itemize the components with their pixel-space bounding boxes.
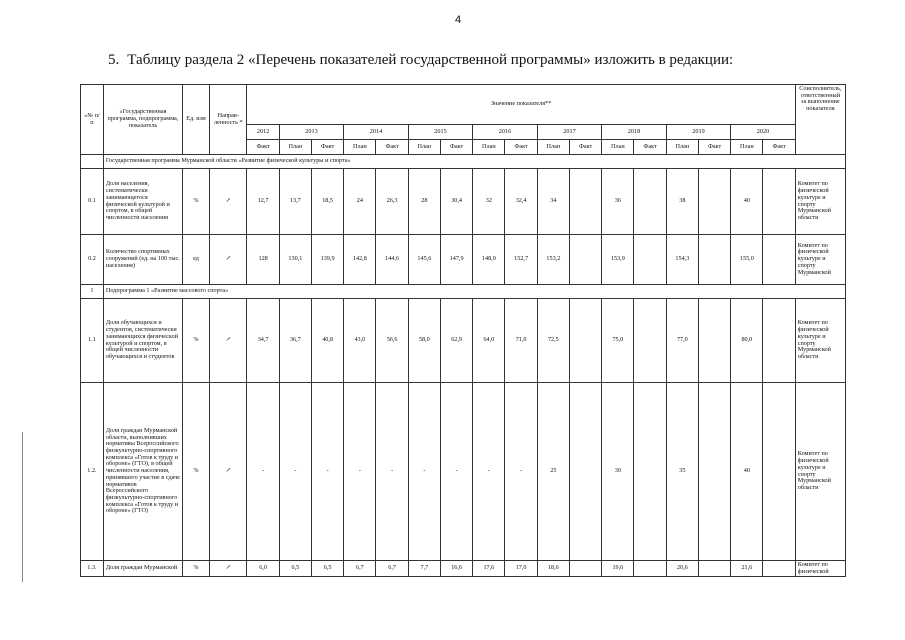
year-2019: 2019 [666, 125, 731, 140]
cell: 12,7 [247, 169, 279, 235]
cell [698, 169, 730, 235]
row-num: 0.2 [81, 235, 104, 285]
cell [634, 169, 666, 235]
cell: 32,4 [505, 169, 537, 235]
row-unit: % [182, 299, 209, 383]
cell: 18,6 [537, 561, 569, 577]
cell: - [408, 383, 440, 561]
cell: 145,6 [408, 235, 440, 285]
row-direction: ↗ [210, 235, 247, 285]
row-direction: ↗ [210, 383, 247, 561]
row-direction: ↗ [210, 299, 247, 383]
cell [634, 561, 666, 577]
cell: - [247, 383, 279, 561]
cell: 64,0 [473, 299, 505, 383]
subcol: Факт [763, 140, 795, 155]
cell: 18,5 [311, 169, 343, 235]
row-direction: ↗ [210, 169, 247, 235]
cell [763, 235, 795, 285]
row-responsible: Комитет по физической культуре и спорту Мурманской [795, 235, 845, 285]
indicators-table [80, 84, 846, 577]
row-direction: ↗ [210, 561, 247, 577]
cell: 19,6 [602, 561, 634, 577]
cell [634, 383, 666, 561]
cell [763, 169, 795, 235]
row-responsible: Комитет по физической [795, 561, 845, 577]
table-row [81, 561, 846, 577]
year-2020: 2020 [731, 125, 796, 140]
cell: 6,0 [247, 561, 279, 577]
header-value-title: Значение показателя** [247, 85, 795, 125]
cell: 36,7 [279, 299, 311, 383]
cell: 43,0 [344, 299, 376, 383]
cell: 6,7 [344, 561, 376, 577]
cell: 153,9 [602, 235, 634, 285]
row-responsible: Комитет по физической культуре и спорту Мурманской области [795, 299, 845, 383]
cell: 62,9 [440, 299, 472, 383]
cell: 26,3 [376, 169, 408, 235]
cell: 144,6 [376, 235, 408, 285]
cell [763, 383, 795, 561]
row-num: 0.1 [81, 169, 104, 235]
cell: 58,0 [408, 299, 440, 383]
cell: 30,4 [440, 169, 472, 235]
cell: 6,5 [279, 561, 311, 577]
subcol: Факт [505, 140, 537, 155]
cell [698, 383, 730, 561]
cell: 38 [666, 169, 698, 235]
cell: - [376, 383, 408, 561]
cell: 17,0 [505, 561, 537, 577]
cell: 36 [602, 169, 634, 235]
row-num: 1.3. [81, 561, 104, 577]
cell: 72,5 [537, 299, 569, 383]
cell: 16,6 [440, 561, 472, 577]
row-name: Количество спортивных сооружений (ед. на 100 тыс. населения) [103, 235, 182, 285]
cell: 142,8 [344, 235, 376, 285]
cell: - [473, 383, 505, 561]
subcol: План [537, 140, 569, 155]
cell: 24 [344, 169, 376, 235]
year-2014: 2014 [344, 125, 409, 140]
cell: 28 [408, 169, 440, 235]
year-2013: 2013 [279, 125, 344, 140]
cell: 34 [537, 169, 569, 235]
cell: 75,0 [602, 299, 634, 383]
row-responsible: Комитет по физической культуре и спорту Мурманской области [795, 169, 845, 235]
subcol: План [731, 140, 763, 155]
year-2016: 2016 [473, 125, 538, 140]
cell: 128 [247, 235, 279, 285]
year-2018: 2018 [602, 125, 667, 140]
cell [698, 235, 730, 285]
row-unit: ед [182, 235, 209, 285]
cell [634, 299, 666, 383]
row-unit: % [182, 383, 209, 561]
header-num: «№ п/п [81, 85, 104, 155]
subcol: План [408, 140, 440, 155]
subcol: Факт [247, 140, 279, 155]
cell [569, 561, 601, 577]
subcol: План [666, 140, 698, 155]
year-2017: 2017 [537, 125, 602, 140]
table-row [81, 383, 846, 561]
page-number: 4 [455, 14, 462, 26]
cell: 152,7 [505, 235, 537, 285]
row-unit: % [182, 561, 209, 577]
cell: 32 [473, 169, 505, 235]
row-num: 1.1 [81, 299, 104, 383]
cell: 56,6 [376, 299, 408, 383]
cell: 35 [666, 383, 698, 561]
subcol: Факт [698, 140, 730, 155]
state-program-title: Государственная программа Мурманской области «Развитие физической культуры и спорта» [103, 155, 845, 169]
row-unit: % [182, 169, 209, 235]
cell [569, 169, 601, 235]
cell: 6,5 [311, 561, 343, 577]
subprogram-num: 1 [81, 285, 104, 299]
header-direction: Направ-ленность * [210, 85, 247, 155]
table-row [81, 299, 846, 383]
row-name: Доля граждан Мурманской [103, 561, 182, 577]
cell: - [279, 383, 311, 561]
year-2015: 2015 [408, 125, 473, 140]
cell: 17,6 [473, 561, 505, 577]
cell: - [505, 383, 537, 561]
cell: 13,7 [279, 169, 311, 235]
section-heading [108, 52, 733, 69]
subcol: Факт [440, 140, 472, 155]
heading-number: 5. [108, 52, 120, 68]
row-name: Доля обучающихся и студентов, систематически занимающихся физической культурой и спортом, в общей численности обучающихся и студентов [103, 299, 182, 383]
year-2012: 2012 [247, 125, 279, 140]
cell: 77,0 [666, 299, 698, 383]
heading-text: Таблицу раздела 2 «Перечень показателей государственной программы» изложить в редакции: [127, 52, 734, 68]
table-row [81, 235, 846, 285]
cell: 154,3 [666, 235, 698, 285]
cell: 30 [602, 383, 634, 561]
cell: 21,6 [731, 561, 763, 577]
cell: 130,1 [279, 235, 311, 285]
cell: 139,9 [311, 235, 343, 285]
subcol: План [473, 140, 505, 155]
cell [634, 235, 666, 285]
header-unit: Ед. изм [182, 85, 209, 155]
cell [569, 235, 601, 285]
cell [763, 561, 795, 577]
row-num: 1.2. [81, 383, 104, 561]
header-program: «Государственная программа, подпрограмма, показатель [103, 85, 182, 155]
subcol: Факт [376, 140, 408, 155]
cell: 7,7 [408, 561, 440, 577]
subcol: План [602, 140, 634, 155]
cell: 34,7 [247, 299, 279, 383]
subcol: Факт [634, 140, 666, 155]
cell: 40,8 [311, 299, 343, 383]
cell [698, 299, 730, 383]
cell: 147,9 [440, 235, 472, 285]
cell: 6,7 [376, 561, 408, 577]
cell: - [311, 383, 343, 561]
subcol: План [344, 140, 376, 155]
subcol: Факт [311, 140, 343, 155]
cell: - [440, 383, 472, 561]
header-responsible: Соисполнитель, ответственный за выполнение показателя [795, 85, 845, 155]
row-name: Доля населения, систематически занимающегося физической культурой и спортом, в общей численности населения [103, 169, 182, 235]
cell: 148,9 [473, 235, 505, 285]
cell: 40 [731, 169, 763, 235]
cell: 71,0 [505, 299, 537, 383]
subcol: Факт [569, 140, 601, 155]
cell: 155,0 [731, 235, 763, 285]
cell: 153,2 [537, 235, 569, 285]
cell: 25 [537, 383, 569, 561]
cell: 20,6 [666, 561, 698, 577]
subprogram-title: Подпрограмма 1 «Развитие массового спорта» [103, 285, 845, 299]
cell [569, 383, 601, 561]
row-name: Доля граждан Мурманской области, выполнивших нормативы Всероссийского физкультурно-спортивного комплекса «Готов к труду и обороне» (ГТО), в общей численности населения, принявшего участие в сдаче нормативов Всероссийского физкультурно-спортивного комплекса «Готов к труду и обороне» (ГТО) [103, 383, 182, 561]
table-row [81, 169, 846, 235]
cell [698, 561, 730, 577]
cell [569, 299, 601, 383]
subcol: План [279, 140, 311, 155]
row-responsible: Комитет по физической культуре и спорту Мурманской области [795, 383, 845, 561]
cell: - [344, 383, 376, 561]
cell [763, 299, 795, 383]
scan-margin-line [22, 432, 23, 582]
cell: 80,0 [731, 299, 763, 383]
cell: 40 [731, 383, 763, 561]
